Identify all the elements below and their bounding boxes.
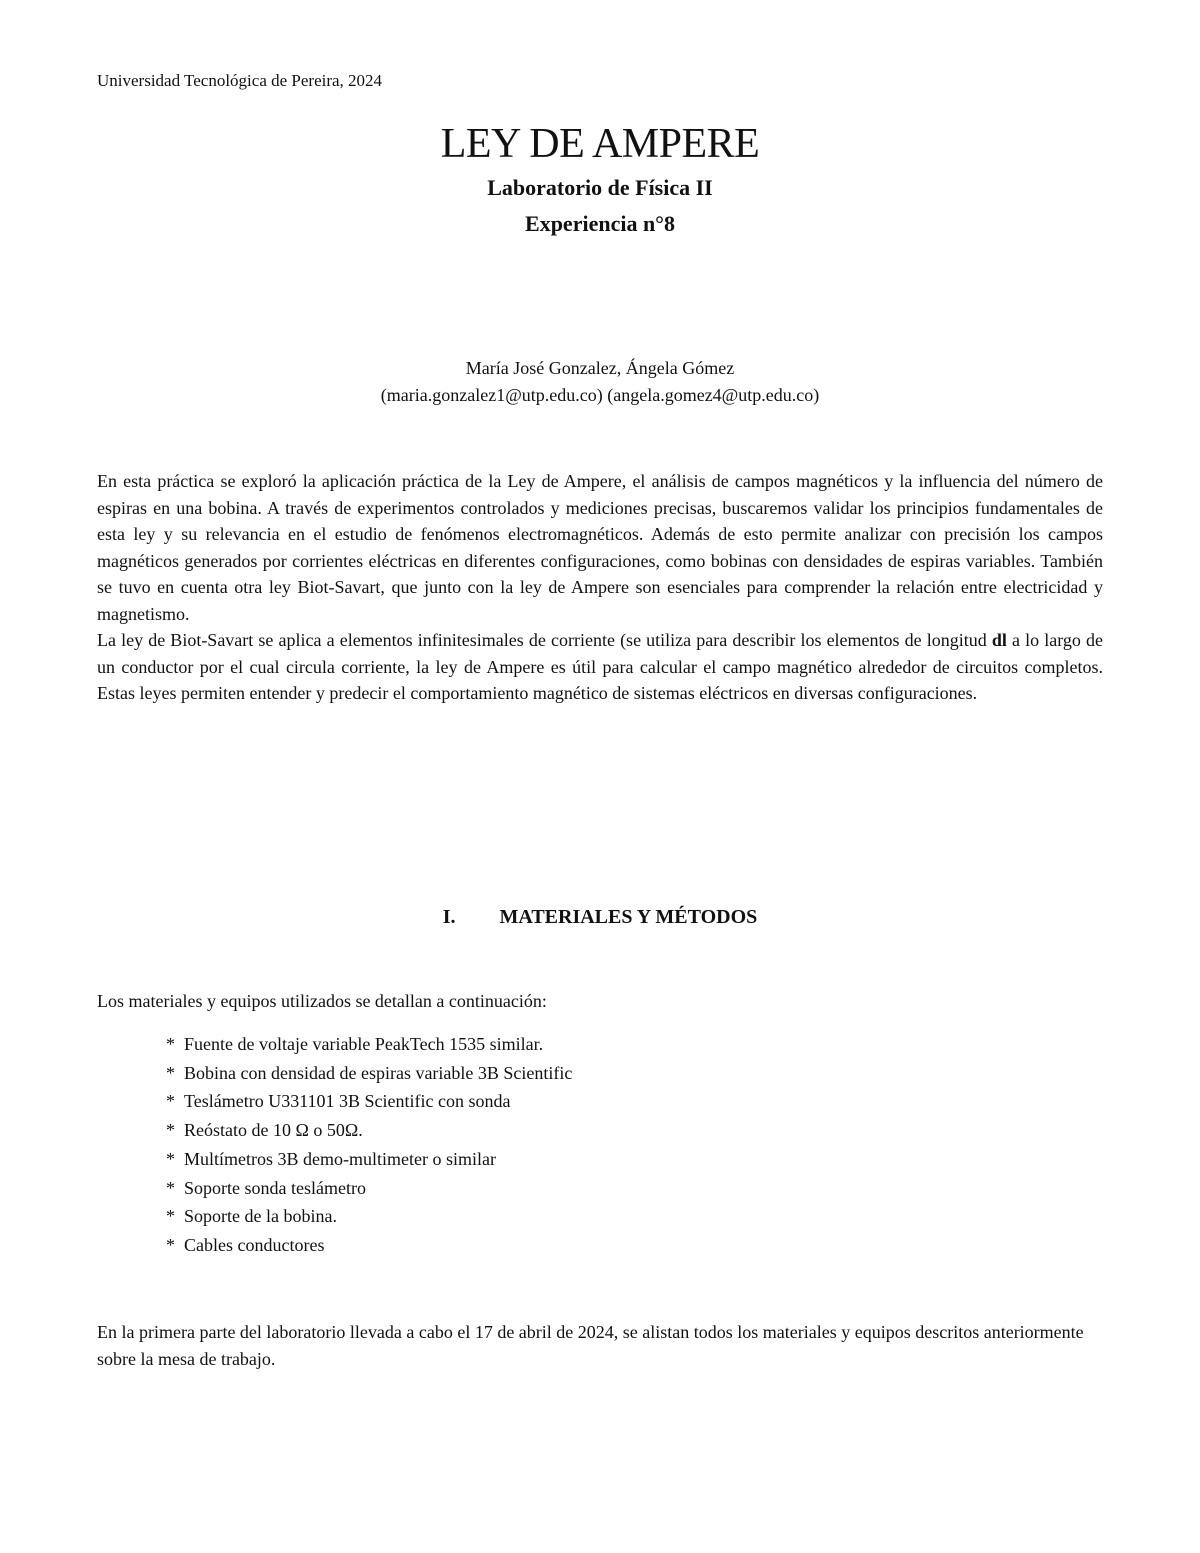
materials-list <box>166 1030 572 1260</box>
abstract-paragraph-1: En esta práctica se exploró la aplicación práctica de la Ley de Ampere, el análisis de campos magnéticos y la influencia del número de espiras en una bobina. A través de experimentos controlados y mediciones precisas, buscaremos validar los principios fundamentales de esta ley y su relevancia en el estudio de fenómenos electromagnéticos. Además de esto permite analizar con precisión los campos magnéticos generados por corrientes eléctricas en diferentes configuraciones, como bobinas con densidades de espiras variables. También se tuvo en cuenta otra ley Biot-Savart, que junto con la ley de Ampere son esenciales para comprender la relación entre electricidad y magnetismo. <box>97 471 1103 624</box>
abstract-dl-term: dl <box>991 630 1007 650</box>
bullet-asterisk: * <box>166 1234 175 1255</box>
section-number: I. <box>442 906 456 928</box>
materials-list-item <box>166 1030 572 1059</box>
materials-list-item <box>166 1202 572 1231</box>
document-subtitle-course: Laboratorio de Física II <box>487 175 713 200</box>
materials-list-item <box>166 1145 572 1174</box>
materials-list-item <box>166 1087 572 1116</box>
materials-item-text: Soporte de la bobina. <box>184 1206 337 1227</box>
bullet-asterisk: * <box>166 1120 175 1141</box>
author-names: María José Gonzalez, Ángela Gómez <box>465 358 735 378</box>
materials-list-item <box>166 1116 572 1145</box>
abstract-paragraph-2 <box>97 627 1103 707</box>
abstract <box>97 468 1103 707</box>
abstract-paragraph-2-end: a lo largo de un conductor por el cual circula corriente, la ley de Ampere es útil para calcular el campo magnético alrededor de circuitos completos. Estas leyes permiten entender y predecir el comportamiento magnético de sistemas eléctricos en diversas configuraciones. <box>97 630 1104 703</box>
section-title: MATERIALES Y MÉTODOS <box>499 906 758 928</box>
bullet-asterisk: * <box>166 1062 175 1083</box>
abstract-paragraph-2-start: La ley de Biot-Savart se aplica a elementos infinitesimales de corriente (se utiliza para describir los elementos de longitud <box>97 630 992 650</box>
author-emails: (maria.gonzalez1@utp.edu.co) (angela.gomez4@utp.edu.co) <box>380 385 820 405</box>
materials-item-text: Cables conductores <box>184 1234 325 1255</box>
bullet-asterisk: * <box>166 1177 175 1198</box>
section-heading-materials <box>0 903 1200 931</box>
closing-paragraph: En la primera parte del laboratorio llevada a cabo el 17 de abril de 2024, se alistan todos los materiales y equipos descritos anteriormente sobre la mesa de trabajo. <box>97 1322 1084 1369</box>
bullet-asterisk: * <box>166 1206 175 1227</box>
bullet-asterisk: * <box>166 1091 175 1112</box>
materials-item-text: Bobina con densidad de espiras variable 3B Scientific <box>184 1062 573 1083</box>
materials-list-item <box>166 1231 572 1260</box>
materials-item-text: Reóstato de 10 Ω o 50Ω. <box>184 1120 363 1141</box>
materials-intro: Los materiales y equipos utilizados se detallan a continuación: <box>97 991 547 1011</box>
bullet-asterisk: * <box>166 1034 175 1054</box>
document-subtitle-experience: Experiencia n°8 <box>525 211 675 236</box>
running-header: Universidad Tecnológica de Pereira, 2024 <box>97 71 383 90</box>
materials-item-text: Teslámetro U331101 3B Scientific con sonda <box>184 1091 511 1112</box>
materials-item-text: Multímetros 3B demo-multimeter o similar <box>184 1148 496 1169</box>
materials-list-item <box>166 1059 572 1088</box>
materials-item-text: Soporte sonda teslámetro <box>184 1177 366 1198</box>
bullet-asterisk: * <box>166 1148 175 1169</box>
materials-list-item <box>166 1174 572 1203</box>
materials-item-text: Fuente de voltaje variable PeakTech 1535 similar. <box>184 1034 544 1054</box>
document-title: LEY DE AMPERE <box>440 121 760 167</box>
